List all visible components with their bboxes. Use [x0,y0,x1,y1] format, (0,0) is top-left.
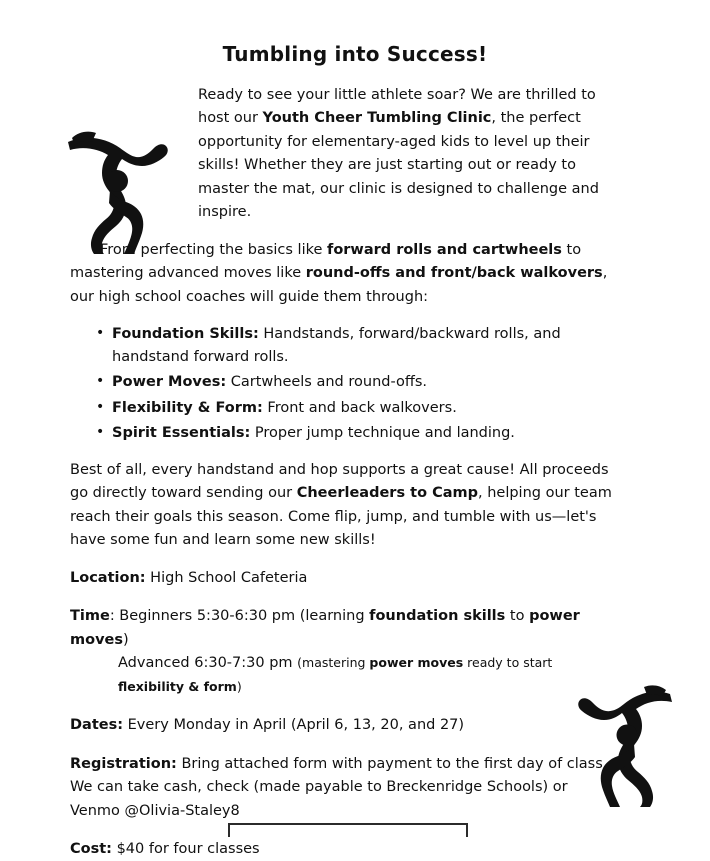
time-line2-small-bold-2: flexibility & form [118,678,237,694]
skill-label: Flexibility & Form: [112,399,263,416]
time-line2-small-2: ready to start [463,655,553,671]
skill-label: Spirit Essentials: [112,425,251,442]
intro-paragraph [70,84,618,225]
location-field [70,567,618,590]
cost-value: $40 for four classes [111,841,260,857]
skills-list [70,323,618,444]
second-text-1: From perfecting the basics like [100,241,328,258]
registration-label: Registration: [70,755,177,772]
cause-text-2: , helping our team reach their goals this season. Come flip, jump, and tumble with us—let's have some fun and learn some new skills! [70,485,612,549]
time-field [70,605,618,699]
cause-paragraph [70,459,618,553]
dates-value: Every Monday in April (April 6, 13, 20, and 27) [123,717,465,734]
skill-label: Power Moves: [112,374,227,391]
skill-label: Foundation Skills: [112,326,259,343]
second-paragraph [70,239,618,309]
flyer-page [0,42,710,857]
attached-form-box [228,823,468,837]
flyer-body [0,84,710,861]
intro-bold-1: Youth Cheer Tumbling Clinic [262,110,492,127]
skill-detail: Handstands, forward/backward rolls, and handstand forward rolls. [112,326,561,365]
skill-detail: Proper jump technique and landing. [250,425,515,442]
cost-field [70,838,618,861]
time-second-line [70,652,618,699]
intro-text-1: Ready to see your little athlete soar? We are thrilled to host our [198,87,596,127]
second-text-2: to mastering advanced moves like [70,241,582,282]
page-title: Tumbling into Success! [222,42,488,66]
intro-text-2: , the perfect opportunity for elementary-aged kids to level up their skills! Whether they are just starting out or ready to master the mat, our clinic is designed to challenge and inspire. [198,110,599,221]
cause-text-1: Best of all, every handstand and hop supports a great cause! All proceeds go directly toward sending our [70,461,609,502]
list-item [112,323,618,368]
time-value-2: to [505,608,530,625]
time-line2-small-1: (mastering [297,655,370,671]
time-bold-2: power moves [70,608,580,648]
location-value: High School Cafeteria [145,569,308,586]
cause-bold-1: Cheerleaders to Camp [296,485,478,502]
location-label: Location: [70,569,146,586]
second-bold-1: forward rolls and cartwheels [327,241,562,258]
time-line2-text: Advanced 6:30-7:30 pm [118,655,298,672]
skill-detail: Front and back walkovers. [262,399,457,416]
skill-detail: Cartwheels and round-offs. [226,374,427,391]
dates-label: Dates: [70,717,124,734]
dates-field [70,714,618,737]
registration-value: Bring attached form with payment to the first day of class. We can take cash, check (made payable to Breckenridge Schools) or Venmo @Olivia-Staley8 [70,755,608,819]
second-text-3: , our high school coaches will guide them through: [70,265,608,305]
time-line2-small-bold-1: power moves [369,655,464,671]
second-bold-2: round-offs and front/back walkovers [305,265,603,282]
list-item [112,371,618,393]
time-label: Time [70,608,110,625]
time-line2-small-3: ) [236,678,242,694]
list-item [112,397,618,419]
time-value-3: ) [123,631,129,648]
cost-label: Cost: [70,841,112,857]
time-bold-1: foundation skills [369,608,506,625]
list-item [112,422,618,444]
registration-field [70,753,618,823]
time-value-1: : Beginners 5:30-6:30 pm (learning [109,608,370,625]
